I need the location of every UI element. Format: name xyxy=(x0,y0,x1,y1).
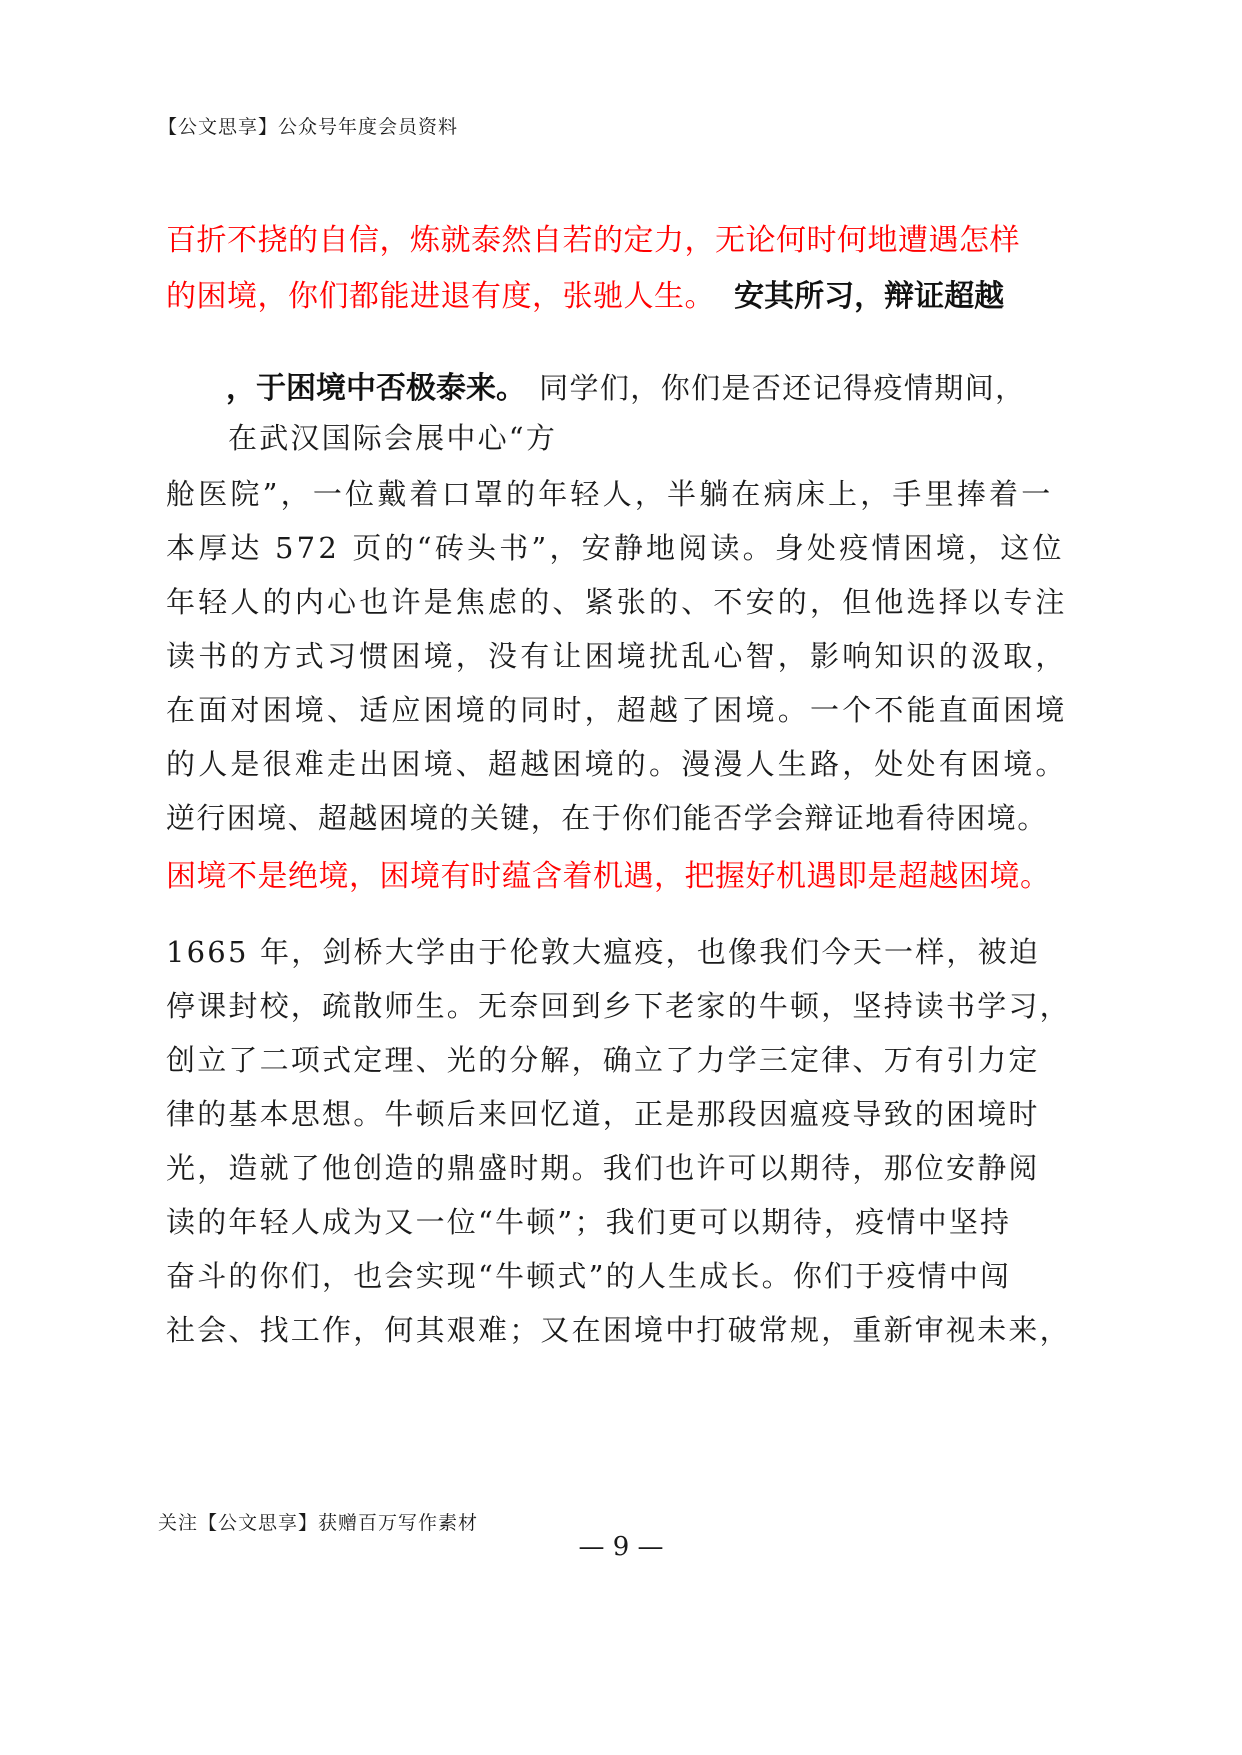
highlight-line-1: 百折不挠的自信，炼就泰然自若的定力，无论何时何地遭遇怎样 xyxy=(166,223,1020,258)
page-number: — 9 — xyxy=(578,1532,664,1562)
highlight-line-3: 困境不是绝境，困境有时蕴含着机遇，把握好机遇即是超越困境。 xyxy=(166,859,1051,894)
paragraph-line: 停课封校，疏散师生。无奈回到乡下老家的牛顿，坚持读书学习， xyxy=(166,989,1071,1023)
paragraph-line: 光，造就了他创造的鼎盛时期。我们也许可以期待，那位安静阅 xyxy=(166,1151,1040,1185)
paragraph-line: 本厚达 572 页的“砖头书”，安静地阅读。身处疫情困境，这位 xyxy=(166,531,1065,565)
body-text-line-3: 同学们，你们是否还记得疫情期间， xyxy=(539,371,1026,405)
paragraph-line: 在面对困境、适应困境的同时，超越了困境。一个不能直面困境 xyxy=(166,693,1068,727)
mixed-line-3 xyxy=(226,371,1026,406)
paragraph-line: 读书的方式习惯困境，没有让困境扰乱心智，影响知识的汲取， xyxy=(166,639,1068,673)
paragraph-line: 舱医院”，一位戴着口罩的年轻人，半躺在病床上，手里捧着一 xyxy=(166,477,1054,511)
paragraph-line: 奋斗的你们，也会实现“牛顿式”的人生成长。你们于疫情中闯 xyxy=(166,1259,1012,1293)
paragraph-line: 1665 年，剑桥大学由于伦敦大瘟疫，也像我们今天一样，被迫 xyxy=(166,935,1041,969)
body-text-line-4: 在武汉国际会展中心“方 xyxy=(228,421,558,455)
mixed-line-2 xyxy=(166,279,1005,314)
paragraph-line: 读的年轻人成为又一位“牛顿”；我们更可以期待，疫情中坚持 xyxy=(166,1205,1012,1239)
paragraph-line: 逆行困境、超越困境的关键，在于你们能否学会辩证地看待困境。 xyxy=(166,801,1048,835)
page-footer: 关注【公文思享】获赠百万写作素材 xyxy=(158,1512,479,1534)
paragraph-line: 的人是很难走出困境、超越困境的。漫漫人生路，处处有困境。 xyxy=(166,747,1068,781)
highlight-line-2: 的困境，你们都能进退有度，张驰人生。 xyxy=(166,279,715,314)
paragraph-line: 年轻人的内心也许是焦虑的、紧张的、不安的，但他选择以专注 xyxy=(166,585,1068,619)
bold-heading-part-2: ，于困境中否极泰来。 xyxy=(226,371,526,406)
page-header: 【公文思享】公众号年度会员资料 xyxy=(158,116,459,138)
paragraph-line: 创立了二项式定理、光的分解，确立了力学三定律、万有引力定 xyxy=(166,1043,1040,1077)
paragraph-line: 社会、找工作，何其艰难；又在困境中打破常规，重新审视未来， xyxy=(166,1313,1071,1347)
bold-heading-part-1: 安其所习，辩证超越 xyxy=(734,279,1005,314)
paragraph-line: 律的基本思想。牛顿后来回忆道，正是那段因瘟疫导致的困境时 xyxy=(166,1097,1040,1131)
